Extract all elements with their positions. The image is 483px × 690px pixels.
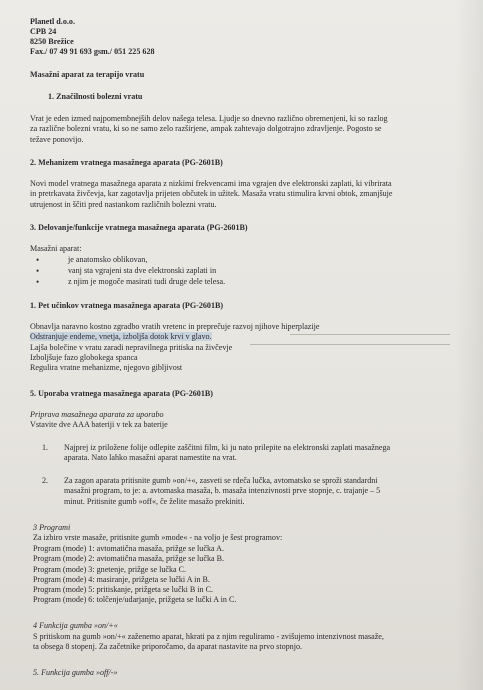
program-item: Program (mode) 4: masiranje, prižgeta se lučki A in B. xyxy=(33,574,210,584)
func4-body xyxy=(33,632,384,653)
section-5-subheading: Priprava masažnega aparata za uporabo xyxy=(30,410,164,419)
func5-heading: 5. Funkcija gumba »off/-» xyxy=(33,668,118,677)
page-edge-shadow xyxy=(455,0,483,690)
bullet-icon: • xyxy=(36,266,40,276)
func4-line: S pritiskom na gumb »on/+« zaženemo aparat, hkrati pa z njim reguliramo - zvišujemo intenzivnost masaže, xyxy=(33,632,384,641)
company-street: CPB 24 xyxy=(30,27,57,36)
section-3-bullet: vanj sta vgrajeni sta dve elektronski zaplati in xyxy=(68,266,217,275)
faint-rule xyxy=(290,334,450,335)
section-4-body xyxy=(30,322,319,373)
item-1-body xyxy=(64,443,390,464)
section-4-heading: 1. Pet učinkov vratnega masažnega aparata (PG-2601B) xyxy=(30,301,224,310)
section-3-bullet: je anatomsko oblikovan, xyxy=(68,255,148,264)
section-1-line: težave ponovijo. xyxy=(30,134,84,144)
section-2-line: in pretrkavata živčevja, kar zagotavlja prijeten občutek in užitek. Masaža vratu stimulira krvni obtok, zmanjšuje xyxy=(30,189,393,199)
item-2-line: masažni program, to je: a. avtomaska masaža, b. masaža intenzivnosti prve stopnje, c. trajanje – 5 xyxy=(64,486,381,496)
program-item: Program (mode) 2: avtomatična masaža, prižge se lučka B. xyxy=(33,554,225,564)
programs-heading: 3 Programi xyxy=(33,523,71,532)
section-5-battery-line: Vstavite dve AAA bateriji v tek za baterije xyxy=(30,420,168,429)
func4-heading: 4 Funkcija gumba »on/+« xyxy=(33,621,118,630)
section-4-line: Izboljšuje fazo globokega spanca xyxy=(30,352,138,362)
bullet-icon: • xyxy=(36,277,40,287)
item-1-line: Najprej iz priložene folije odlepite zaščitni film, ki ju nato prilepite na elektronski zaplati masažnega xyxy=(64,443,391,452)
program-item: Program (mode) 3: gnetenje, prižge se lučka C. xyxy=(33,564,187,574)
section-4-line: Obnavlja naravno kostno zgradbo vratih vretenc in preprečuje razvoj njihove hiperplazije xyxy=(30,322,320,331)
section-4-highlight: Odstranjuje endeme, vnetja, izboljša dotok krvi v glavo. xyxy=(30,332,212,342)
section-4-line xyxy=(30,332,319,342)
item-1-line: aparata. Nato lahko masažni aparat namestite na vrat. xyxy=(64,453,237,463)
program-item: Program (mode) 1: avtomatična masaža, prižge se lučka A. xyxy=(33,544,225,553)
section-4-line: Lajša bolečine v vratu zaradi nepravilnega pritiska na živčevje xyxy=(30,342,233,352)
item-2-line: Za zagon aparata pritisnite gumb »on/+«, zasveti se rdeča lučka, avtomatsko se sproži standardni xyxy=(64,476,378,485)
section-3-bullet: z njim je mogoče masirati tudi druge dele telesa. xyxy=(68,277,226,286)
section-2-body xyxy=(30,179,393,210)
section-3-intro: Masažni aparat: xyxy=(30,244,82,253)
section-2-heading: 2. Mehanizem vratnega masažnega aparata (PG-2601B) xyxy=(30,158,223,167)
item-2-number: 2. xyxy=(42,476,49,485)
section-4-line: Regulira vratne mehanizme, njegovo gibljivost xyxy=(30,363,183,373)
company-contact: Fax./ 07 49 91 693 gsm./ 051 225 628 xyxy=(30,47,155,56)
program-item: Program (mode) 6: tolčenje/udarjanje, prižgeta se lučki A in C. xyxy=(33,595,237,605)
section-1-body xyxy=(30,114,388,145)
func4-line: ta obsega 8 stopenj. Za začetnike priporočamo, da aparat nastavite na prvo stopnjo. xyxy=(33,642,303,652)
programs-intro: Za izbiro vrste masaže, pritisnite gumb »mode« - na voljo je šest programov: xyxy=(33,533,283,542)
programs-list xyxy=(33,544,236,606)
section-1-line: Vrat je eden izmed najpomembnejših delov našega telesa. Ljudje so dnevno različno obremenjeni, ki so razlog xyxy=(30,114,388,123)
company-city: 8250 Brežice xyxy=(30,37,74,46)
bullet-icon: • xyxy=(36,255,40,265)
section-2-line: utrujenost in ščiti pred nastankom različnih bolezni vratu. xyxy=(30,199,217,209)
program-item: Program (mode) 5: pritiskanje, prižgeta se lučki B in C. xyxy=(33,585,214,595)
section-5-heading: 5. Uporaba vratnega masažnega aparata (PG-2601B) xyxy=(30,389,213,398)
document-title: Masažni aparat za terapijo vratu xyxy=(30,70,145,79)
item-1-number: 1. xyxy=(42,443,49,452)
section-1-heading: 1. Značilnosti bolezni vratu xyxy=(48,92,143,101)
company-name: Planetl d.o.o. xyxy=(30,17,75,26)
section-1-line: za različne bolezni vratu, ki so ne samo zelo razširjene, ampak zahtevajo dolgotrajno zdravljenje. Pogosto se xyxy=(30,124,382,134)
section-2-line: Novi model vratnega masažnega aparata z nizkimi frekvencami ima vgrajen dve elektronski zaplati, ki vibrirata xyxy=(30,179,392,188)
item-2-line: minut. Pritisnite gumb »off«, če želite masažo prekiniti. xyxy=(64,496,245,506)
item-2-body xyxy=(64,476,380,507)
section-3-heading: 3. Delovanje/funkcije vratnega masažnega aparata (PG-2601B) xyxy=(30,223,248,232)
faint-rule xyxy=(250,344,450,345)
